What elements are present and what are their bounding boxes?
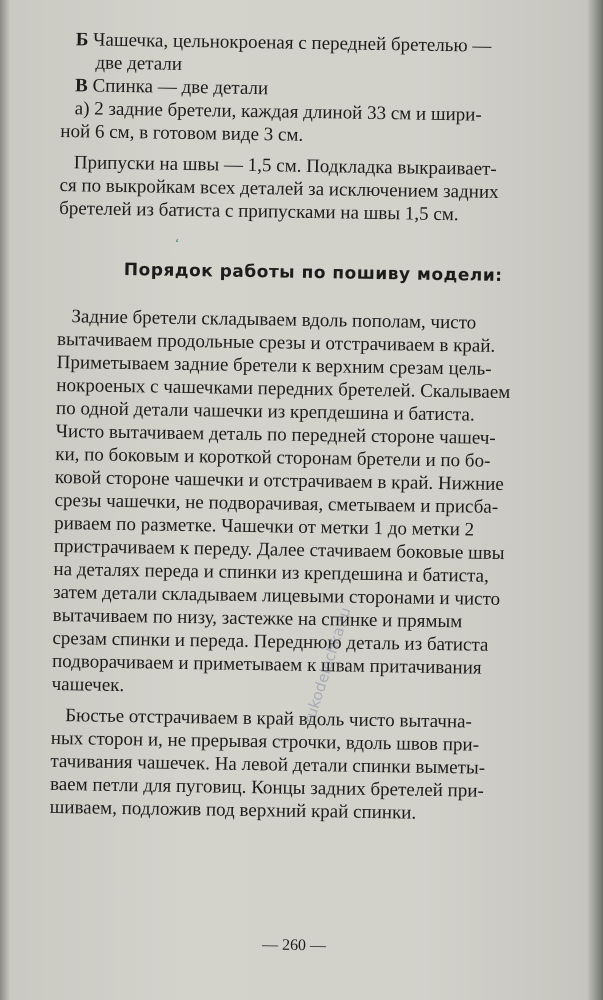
watermark: rukodelochka.ru <box>300 604 355 726</box>
paragraph-line: срезам спинки и переда. Переднюю деталь из батиста <box>52 627 489 656</box>
part-b-line-2: две детали <box>95 52 183 75</box>
paragraph-line: ных сторон и, не прерывая строчки, вдоль швов при- <box>50 727 480 756</box>
paragraph-line: нокроеных с чашечками передних бретелей. Скалываем <box>56 374 511 404</box>
part-b-label: Б <box>75 29 89 51</box>
paragraph-line: Чисто вытачиваем деталь по передней стороне чашеч- <box>55 420 496 449</box>
paragraph-line: ваем петли для пуговиц. Концы задних бретелей при- <box>49 773 484 802</box>
seams-line: Припуски на швы — 1,5 см. Подкладка выкраивает- <box>73 152 497 180</box>
part-v-label: В <box>74 75 88 97</box>
paragraph-line: подворачиваем и приметываем к швам притачивания <box>51 650 482 679</box>
paragraph-line: вытачиваем продольные срезы и отстрачиваем в край. <box>56 328 496 357</box>
work-paragraph-1 <box>52 305 558 704</box>
section-heading: Порядок работы по пошиву модели: <box>123 260 503 286</box>
part-v-text-1: Спинка — две детали <box>92 75 269 100</box>
paragraph-line: тачивания чашечек. На левой детали спинки выметы- <box>50 750 486 779</box>
part-b-text-1: Чашечка, цельнокроеная с передней бретелью — <box>92 29 492 57</box>
seams-paragraph <box>59 151 560 228</box>
paragraph-line: по одной детали чашечки из крепдешина и батиста. <box>55 397 475 426</box>
paragraph-line: срезы чашечки, не подворачивая, сметываем и присба- <box>54 489 499 518</box>
page-right-edge-shadow <box>587 0 603 1000</box>
part-a-line-2: ной 6 см, в готовом виде 3 см. <box>60 120 304 146</box>
paragraph-line: риваем по разметке. Чашечки от метки 1 до метки 2 <box>54 512 475 541</box>
paragraph-line: Бюстье отстрачиваем в край вдоль чисто вытачна- <box>65 705 473 733</box>
seams-line: ся по выкройкам всех деталей за исключением задних <box>59 174 499 203</box>
paragraph-line: чашечек. <box>51 673 125 697</box>
paragraph-line: ковой стороне чашечки и отстрачиваем в край. Нижние <box>54 466 504 495</box>
paragraph-line: пристрачиваем к переду. Далее стачиваем боковые швы <box>53 535 505 565</box>
paragraph-line: вытачиваем по низу, застежке на спинке и прямым <box>52 604 463 633</box>
paragraph-line: затем детали складываем лицевыми сторонами и чисто <box>52 581 501 610</box>
seams-line: бретелей из батиста с припусками на швы 1,5 см. <box>58 197 459 226</box>
page-left-edge-shadow <box>0 0 10 1000</box>
work-paragraph-2 <box>50 704 552 827</box>
paragraph-line: на деталях переда и спинки из крепдешина и батиста, <box>53 558 489 587</box>
ink-mark: ‘ <box>175 235 180 250</box>
paragraph-line: Приметываем задние бретели к верхним срезам цель- <box>56 351 492 380</box>
paragraph-line: шиваем, подложив под верхний край спинки. <box>49 796 417 824</box>
part-a-line-1: а) 2 задние бретели, каждая длиной 33 см и шири- <box>74 98 482 126</box>
page-number: — 260 — <box>261 936 327 955</box>
paragraph-line: Задние бретели складываем вдоль пополам, чисто <box>71 306 477 334</box>
paragraph-line: ки, по боковым и короткой сторонам бретели и по бо- <box>55 443 491 472</box>
